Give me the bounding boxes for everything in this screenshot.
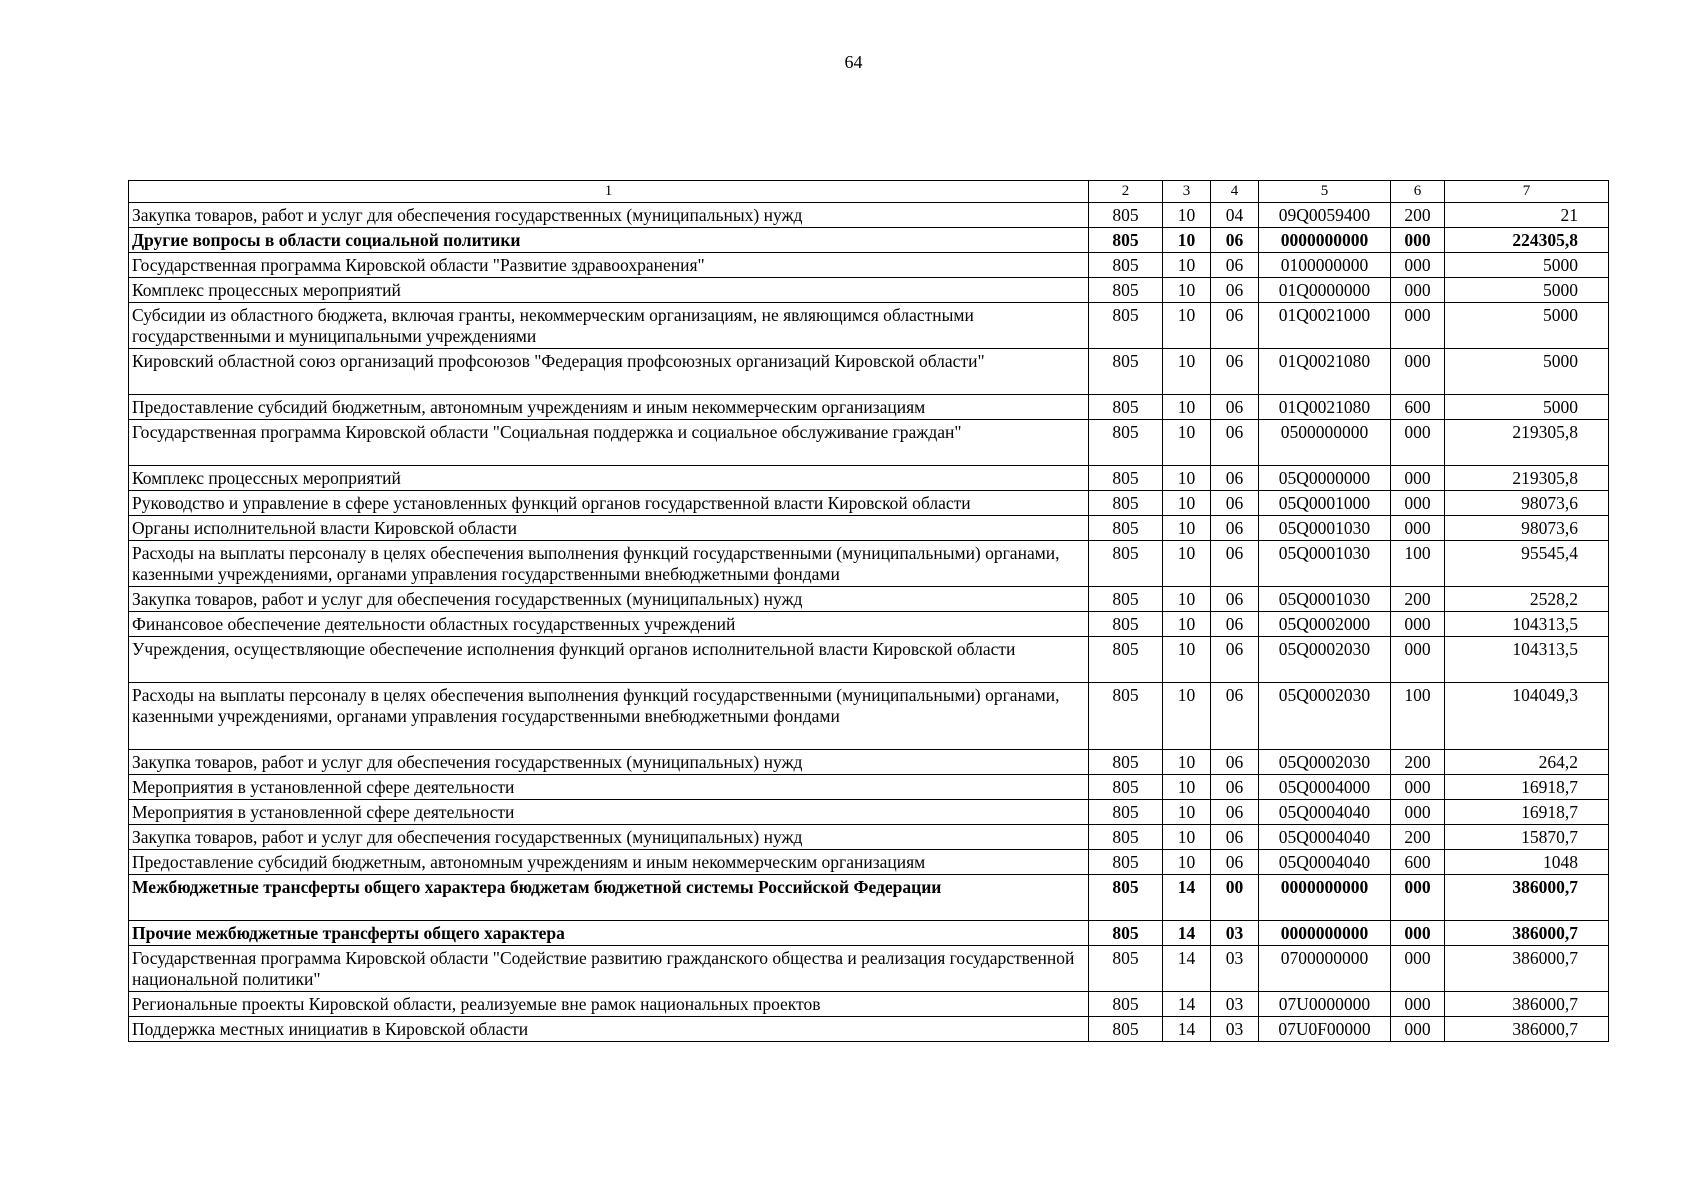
ved-code-cell: 805 — [1089, 800, 1163, 825]
header-cell: 2 — [1089, 181, 1163, 203]
ved-code-cell: 805 — [1089, 466, 1163, 491]
table-row — [129, 921, 1609, 946]
ved-code-cell: 805 — [1089, 516, 1163, 541]
expense-type-code-cell: 000 — [1391, 491, 1445, 516]
amount-cell: 5000 — [1445, 303, 1609, 349]
table-row — [129, 466, 1609, 491]
expense-type-code-cell: 000 — [1391, 921, 1445, 946]
subsection-code-cell: 06 — [1211, 637, 1259, 683]
amount-cell: 386000,7 — [1445, 921, 1609, 946]
expense-type-code-cell: 100 — [1391, 541, 1445, 587]
item-name-cell: Закупка товаров, работ и услуг для обеспечения государственных (муниципальных) нужд — [129, 587, 1089, 612]
table-row — [129, 946, 1609, 992]
expense-type-code-cell: 200 — [1391, 825, 1445, 850]
amount-cell: 386000,7 — [1445, 1017, 1609, 1042]
subsection-code-cell: 06 — [1211, 587, 1259, 612]
target-article-code-cell: 01Q0000000 — [1259, 278, 1391, 303]
subsection-code-cell: 06 — [1211, 775, 1259, 800]
amount-cell: 104049,3 — [1445, 683, 1609, 750]
item-name-cell: Кировский областной союз организаций профсоюзов "Федерация профсоюзных организаций Кировской области" — [129, 349, 1089, 395]
table-row — [129, 228, 1609, 253]
section-code-cell: 10 — [1163, 750, 1211, 775]
section-code-cell: 10 — [1163, 491, 1211, 516]
target-article-code-cell: 07U0000000 — [1259, 992, 1391, 1017]
amount-cell: 104313,5 — [1445, 637, 1609, 683]
section-code-cell: 10 — [1163, 850, 1211, 875]
subsection-code-cell: 06 — [1211, 228, 1259, 253]
ved-code-cell: 805 — [1089, 946, 1163, 992]
subsection-code-cell: 03 — [1211, 992, 1259, 1017]
section-code-cell: 14 — [1163, 1017, 1211, 1042]
table-row — [129, 541, 1609, 587]
target-article-code-cell: 01Q0021080 — [1259, 349, 1391, 395]
item-name-cell: Учреждения, осуществляющие обеспечение исполнения функций органов исполнительной власти Кировской области — [129, 637, 1089, 683]
ved-code-cell: 805 — [1089, 612, 1163, 637]
item-name-cell: Органы исполнительной власти Кировской области — [129, 516, 1089, 541]
target-article-code-cell: 05Q0004040 — [1259, 825, 1391, 850]
header-cell: 5 — [1259, 181, 1391, 203]
amount-cell: 264,2 — [1445, 750, 1609, 775]
item-name-cell: Комплекс процессных мероприятий — [129, 278, 1089, 303]
amount-cell: 386000,7 — [1445, 875, 1609, 921]
target-article-code-cell: 05Q0002030 — [1259, 750, 1391, 775]
amount-cell: 219305,8 — [1445, 466, 1609, 491]
item-name-cell: Другие вопросы в области социальной политики — [129, 228, 1089, 253]
amount-cell: 219305,8 — [1445, 420, 1609, 466]
expense-type-code-cell: 000 — [1391, 420, 1445, 466]
expense-type-code-cell: 200 — [1391, 750, 1445, 775]
target-article-code-cell: 05Q0000000 — [1259, 466, 1391, 491]
expense-type-code-cell: 100 — [1391, 683, 1445, 750]
expense-type-code-cell: 000 — [1391, 253, 1445, 278]
table-row — [129, 203, 1609, 228]
ved-code-cell: 805 — [1089, 637, 1163, 683]
expense-type-code-cell: 600 — [1391, 850, 1445, 875]
item-name-cell: Мероприятия в установленной сфере деятельности — [129, 800, 1089, 825]
table-row — [129, 683, 1609, 750]
header-cell: 4 — [1211, 181, 1259, 203]
target-article-code-cell: 0000000000 — [1259, 228, 1391, 253]
target-article-code-cell: 0000000000 — [1259, 921, 1391, 946]
target-article-code-cell: 05Q0004040 — [1259, 850, 1391, 875]
header-cell: 6 — [1391, 181, 1445, 203]
subsection-code-cell: 06 — [1211, 541, 1259, 587]
ved-code-cell: 805 — [1089, 420, 1163, 466]
table-row — [129, 637, 1609, 683]
subsection-code-cell: 06 — [1211, 491, 1259, 516]
subsection-code-cell: 06 — [1211, 825, 1259, 850]
table-row — [129, 992, 1609, 1017]
item-name-cell: Закупка товаров, работ и услуг для обеспечения государственных (муниципальных) нужд — [129, 203, 1089, 228]
amount-cell: 2528,2 — [1445, 587, 1609, 612]
subsection-code-cell: 06 — [1211, 253, 1259, 278]
table-row — [129, 1017, 1609, 1042]
expense-type-code-cell: 000 — [1391, 775, 1445, 800]
expense-type-code-cell: 000 — [1391, 278, 1445, 303]
target-article-code-cell: 07U0F00000 — [1259, 1017, 1391, 1042]
item-name-cell: Мероприятия в установленной сфере деятельности — [129, 775, 1089, 800]
target-article-code-cell: 01Q0021000 — [1259, 303, 1391, 349]
item-name-cell: Руководство и управление в сфере установленных функций органов государственной власти Кировской области — [129, 491, 1089, 516]
section-code-cell: 10 — [1163, 541, 1211, 587]
section-code-cell: 14 — [1163, 992, 1211, 1017]
ved-code-cell: 805 — [1089, 875, 1163, 921]
section-code-cell: 10 — [1163, 466, 1211, 491]
ved-code-cell: 805 — [1089, 825, 1163, 850]
amount-cell: 5000 — [1445, 253, 1609, 278]
expense-type-code-cell: 200 — [1391, 203, 1445, 228]
table-row — [129, 875, 1609, 921]
item-name-cell: Поддержка местных инициатив в Кировской области — [129, 1017, 1089, 1042]
subsection-code-cell: 03 — [1211, 946, 1259, 992]
subsection-code-cell: 06 — [1211, 303, 1259, 349]
ved-code-cell: 805 — [1089, 491, 1163, 516]
target-article-code-cell: 0700000000 — [1259, 946, 1391, 992]
table-body — [129, 181, 1609, 1042]
subsection-code-cell: 06 — [1211, 683, 1259, 750]
expense-type-code-cell: 000 — [1391, 637, 1445, 683]
subsection-code-cell: 00 — [1211, 875, 1259, 921]
expense-type-code-cell: 000 — [1391, 303, 1445, 349]
item-name-cell: Расходы на выплаты персоналу в целях обеспечения выполнения функций государственными (муниципальными) органами, казенными учреждениями, органами управления государственными внебюджетными фондами — [129, 541, 1089, 587]
amount-cell: 95545,4 — [1445, 541, 1609, 587]
item-name-cell: Региональные проекты Кировской области, реализуемые вне рамок национальных проектов — [129, 992, 1089, 1017]
amount-cell: 16918,7 — [1445, 800, 1609, 825]
section-code-cell: 10 — [1163, 825, 1211, 850]
section-code-cell: 10 — [1163, 683, 1211, 750]
subsection-code-cell: 03 — [1211, 921, 1259, 946]
amount-cell: 15870,7 — [1445, 825, 1609, 850]
subsection-code-cell: 06 — [1211, 278, 1259, 303]
table-row — [129, 850, 1609, 875]
ved-code-cell: 805 — [1089, 395, 1163, 420]
table-row — [129, 750, 1609, 775]
section-code-cell: 14 — [1163, 946, 1211, 992]
header-cell: 1 — [129, 181, 1089, 203]
table-row — [129, 516, 1609, 541]
table-row — [129, 303, 1609, 349]
item-name-cell: Предоставление субсидий бюджетным, автономным учреждениям и иным некоммерческим организациям — [129, 850, 1089, 875]
subsection-code-cell: 06 — [1211, 420, 1259, 466]
amount-cell: 1048 — [1445, 850, 1609, 875]
ved-code-cell: 805 — [1089, 850, 1163, 875]
ved-code-cell: 805 — [1089, 921, 1163, 946]
amount-cell: 5000 — [1445, 349, 1609, 395]
expense-type-code-cell: 000 — [1391, 800, 1445, 825]
item-name-cell: Субсидии из областного бюджета, включая гранты, некоммерческим организациям, не являющимся областными государственными и муниципальными учреждениями — [129, 303, 1089, 349]
expense-type-code-cell: 000 — [1391, 1017, 1445, 1042]
subsection-code-cell: 06 — [1211, 395, 1259, 420]
subsection-code-cell: 03 — [1211, 1017, 1259, 1042]
item-name-cell: Государственная программа Кировской области "Содействие развитию гражданского общества и реализация государственной национальной политики" — [129, 946, 1089, 992]
item-name-cell: Комплекс процессных мероприятий — [129, 466, 1089, 491]
expense-type-code-cell: 000 — [1391, 992, 1445, 1017]
target-article-code-cell: 05Q0002000 — [1259, 612, 1391, 637]
ved-code-cell: 805 — [1089, 541, 1163, 587]
amount-cell: 98073,6 — [1445, 516, 1609, 541]
ved-code-cell: 805 — [1089, 775, 1163, 800]
section-code-cell: 14 — [1163, 921, 1211, 946]
table-row — [129, 349, 1609, 395]
section-code-cell: 10 — [1163, 775, 1211, 800]
item-name-cell: Прочие межбюджетные трансферты общего характера — [129, 921, 1089, 946]
subsection-code-cell: 06 — [1211, 850, 1259, 875]
table-row — [129, 825, 1609, 850]
amount-cell: 104313,5 — [1445, 612, 1609, 637]
section-code-cell: 10 — [1163, 516, 1211, 541]
expense-type-code-cell: 000 — [1391, 466, 1445, 491]
target-article-code-cell: 0000000000 — [1259, 875, 1391, 921]
amount-cell: 98073,6 — [1445, 491, 1609, 516]
section-code-cell: 10 — [1163, 303, 1211, 349]
target-article-code-cell: 05Q0001000 — [1259, 491, 1391, 516]
target-article-code-cell: 0100000000 — [1259, 253, 1391, 278]
ved-code-cell: 805 — [1089, 1017, 1163, 1042]
table-row — [129, 253, 1609, 278]
amount-cell: 5000 — [1445, 278, 1609, 303]
section-code-cell: 10 — [1163, 228, 1211, 253]
ved-code-cell: 805 — [1089, 228, 1163, 253]
expense-type-code-cell: 000 — [1391, 875, 1445, 921]
section-code-cell: 10 — [1163, 420, 1211, 466]
target-article-code-cell: 05Q0001030 — [1259, 516, 1391, 541]
table-row — [129, 587, 1609, 612]
ved-code-cell: 805 — [1089, 203, 1163, 228]
target-article-code-cell: 01Q0021080 — [1259, 395, 1391, 420]
subsection-code-cell: 06 — [1211, 612, 1259, 637]
expense-type-code-cell: 000 — [1391, 228, 1445, 253]
table-row — [129, 491, 1609, 516]
subsection-code-cell: 06 — [1211, 349, 1259, 395]
expense-type-code-cell: 200 — [1391, 587, 1445, 612]
item-name-cell: Государственная программа Кировской области "Развитие здравоохранения" — [129, 253, 1089, 278]
page-number: 64 — [844, 52, 863, 72]
section-code-cell: 10 — [1163, 637, 1211, 683]
amount-cell: 5000 — [1445, 395, 1609, 420]
expense-type-code-cell: 000 — [1391, 612, 1445, 637]
budget-table — [128, 180, 1609, 1042]
item-name-cell: Предоставление субсидий бюджетным, автономным учреждениям и иным некоммерческим организациям — [129, 395, 1089, 420]
expense-type-code-cell: 000 — [1391, 516, 1445, 541]
amount-cell: 21 — [1445, 203, 1609, 228]
item-name-cell: Закупка товаров, работ и услуг для обеспечения государственных (муниципальных) нужд — [129, 750, 1089, 775]
ved-code-cell: 805 — [1089, 349, 1163, 395]
subsection-code-cell: 06 — [1211, 466, 1259, 491]
section-code-cell: 10 — [1163, 395, 1211, 420]
subsection-code-cell: 06 — [1211, 800, 1259, 825]
header-cell: 3 — [1163, 181, 1211, 203]
target-article-code-cell: 05Q0004000 — [1259, 775, 1391, 800]
section-code-cell: 14 — [1163, 875, 1211, 921]
item-name-cell: Межбюджетные трансферты общего характера бюджетам бюджетной системы Российской Федерации — [129, 875, 1089, 921]
table-row — [129, 395, 1609, 420]
section-code-cell: 10 — [1163, 587, 1211, 612]
target-article-code-cell: 0500000000 — [1259, 420, 1391, 466]
item-name-cell: Закупка товаров, работ и услуг для обеспечения государственных (муниципальных) нужд — [129, 825, 1089, 850]
table-row — [129, 612, 1609, 637]
section-code-cell: 10 — [1163, 253, 1211, 278]
target-article-code-cell: 09Q0059400 — [1259, 203, 1391, 228]
target-article-code-cell: 05Q0002030 — [1259, 637, 1391, 683]
header-cell: 7 — [1445, 181, 1609, 203]
section-code-cell: 10 — [1163, 612, 1211, 637]
ved-code-cell: 805 — [1089, 992, 1163, 1017]
expense-type-code-cell: 600 — [1391, 395, 1445, 420]
item-name-cell: Государственная программа Кировской области "Социальная поддержка и социальное обслуживание граждан" — [129, 420, 1089, 466]
section-code-cell: 10 — [1163, 349, 1211, 395]
item-name-cell: Финансовое обеспечение деятельности областных государственных учреждений — [129, 612, 1089, 637]
amount-cell: 224305,8 — [1445, 228, 1609, 253]
ved-code-cell: 805 — [1089, 750, 1163, 775]
item-name-cell: Расходы на выплаты персоналу в целях обеспечения выполнения функций государственными (муниципальными) органами, казенными учреждениями, органами управления государственными внебюджетными фондами — [129, 683, 1089, 750]
target-article-code-cell: 05Q0001030 — [1259, 587, 1391, 612]
amount-cell: 386000,7 — [1445, 946, 1609, 992]
target-article-code-cell: 05Q0004040 — [1259, 800, 1391, 825]
table-row — [129, 420, 1609, 466]
subsection-code-cell: 06 — [1211, 750, 1259, 775]
section-code-cell: 10 — [1163, 278, 1211, 303]
table-row — [129, 278, 1609, 303]
table-row — [129, 800, 1609, 825]
header-row — [129, 181, 1609, 203]
ved-code-cell: 805 — [1089, 587, 1163, 612]
ved-code-cell: 805 — [1089, 683, 1163, 750]
target-article-code-cell: 05Q0001030 — [1259, 541, 1391, 587]
table-row — [129, 775, 1609, 800]
section-code-cell: 10 — [1163, 800, 1211, 825]
amount-cell: 16918,7 — [1445, 775, 1609, 800]
ved-code-cell: 805 — [1089, 253, 1163, 278]
target-article-code-cell: 05Q0002030 — [1259, 683, 1391, 750]
subsection-code-cell: 06 — [1211, 516, 1259, 541]
expense-type-code-cell: 000 — [1391, 349, 1445, 395]
ved-code-cell: 805 — [1089, 278, 1163, 303]
subsection-code-cell: 04 — [1211, 203, 1259, 228]
expense-type-code-cell: 000 — [1391, 946, 1445, 992]
section-code-cell: 10 — [1163, 203, 1211, 228]
ved-code-cell: 805 — [1089, 303, 1163, 349]
amount-cell: 386000,7 — [1445, 992, 1609, 1017]
